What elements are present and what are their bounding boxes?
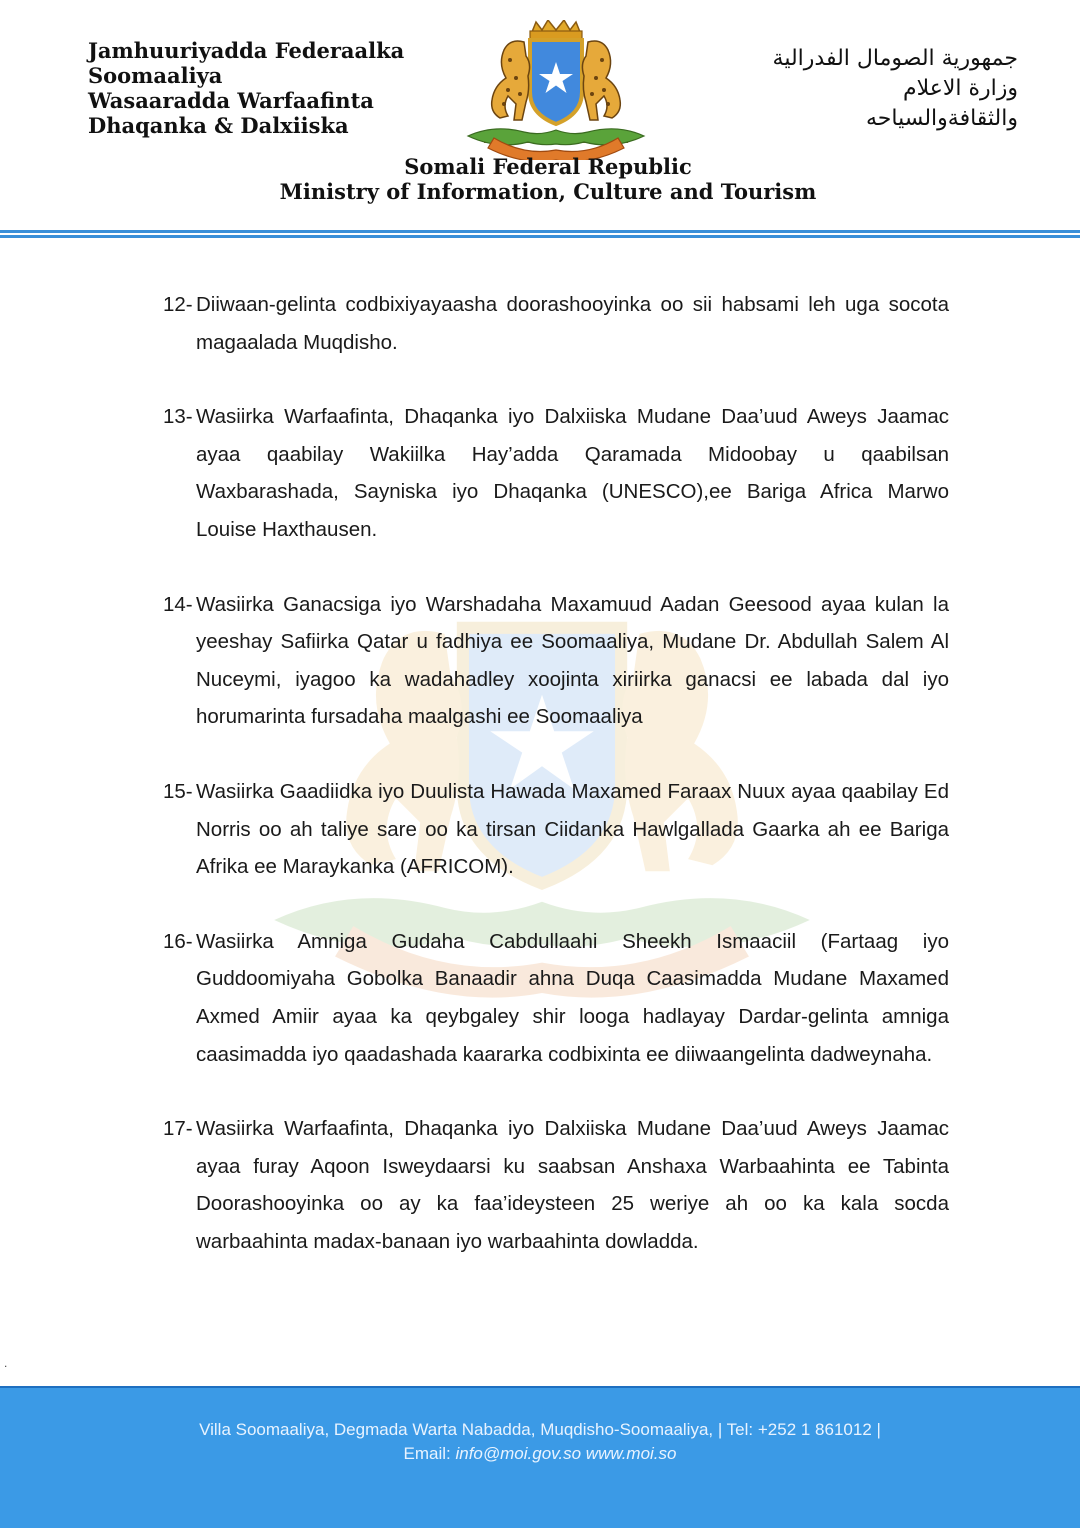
footer-divider bbox=[0, 1386, 1080, 1388]
item-number: 13- bbox=[163, 405, 193, 429]
list-item bbox=[163, 286, 949, 361]
header-divider bbox=[0, 230, 1080, 240]
list-item bbox=[163, 398, 949, 548]
list-item bbox=[163, 586, 949, 736]
footer-email-label: Email: bbox=[403, 1444, 451, 1463]
item-number: 12- bbox=[163, 293, 193, 316]
header-left-line: Wasaaradda Warfaafinta bbox=[88, 88, 374, 113]
footer-address: Villa Soomaaliya, Degmada Warta Nabadda, Muqdisho-Soomaaliya, | Tel: +252 1 861012 | bbox=[199, 1420, 881, 1439]
header-ministry-name: Ministry of Information, Culture and Tourism bbox=[279, 179, 817, 204]
list-item bbox=[163, 1110, 949, 1260]
somalia-coat-of-arms-icon bbox=[464, 20, 648, 160]
footer-email-line bbox=[0, 1442, 1080, 1466]
header-right-line: والثقافةوالسياحه bbox=[865, 106, 1018, 131]
item-number: 15- bbox=[163, 779, 193, 803]
header-arabic-block bbox=[773, 44, 1018, 134]
header-right-line: وزارة الاعلام bbox=[902, 76, 1018, 101]
item-text: Diiwaan-gelinta codbixiyayaasha doorashooyinka oo sii habsami leh uga socota magaalada Muqdisho. bbox=[196, 293, 949, 354]
header-country-name: Somali Federal Republic bbox=[404, 154, 692, 179]
footer-contact bbox=[0, 1418, 1080, 1466]
header-left-line: Dhaqanka & Dalxiiska bbox=[88, 113, 349, 138]
list-item bbox=[163, 773, 949, 886]
item-text: Wasiirka Warfaafinta, Dhaqanka iyo Dalxiiska Mudane Daa’uud Aweys Jaamac ayaa qaabilay Wakiilka Hay’adda Qaramada Midoobay u qaabilsan Waxbarashada, Sayniska iyo Dhaqanka (UNESCO),ee Bariga Africa Marwo Louise Haxthausen. bbox=[196, 405, 949, 541]
header-left-line: Soomaaliya bbox=[88, 63, 223, 88]
header-english-block bbox=[0, 154, 1080, 204]
item-number: 14- bbox=[163, 592, 193, 616]
page-footer bbox=[0, 1386, 1080, 1528]
item-number: 16- bbox=[163, 929, 193, 953]
news-list bbox=[163, 286, 949, 1297]
footer-email-link[interactable]: info@moi.gov.so www.moi.so bbox=[455, 1444, 677, 1463]
item-text: Wasiirka Amniga Gudaha Cabdullaahi Sheekh Ismaaciil (Fartaag iyo Guddoomiyaha Gobolka Banaadir ahna Duqa Caasimadda Mudane Maxamed Axmed Amiir ayaa ka qeybgaley shir looga hadlayay Dardar-gelinta amniga caasimadda iyo qaadashada kaararka codbixinta ee diiwaangelinta dadweynaha. bbox=[196, 929, 949, 1066]
header-somali-block bbox=[88, 38, 404, 138]
header-right-line: جمهورية الصومال الفدرالية bbox=[772, 46, 1018, 71]
list-item bbox=[163, 923, 949, 1073]
item-number: 17- bbox=[163, 1117, 193, 1141]
item-text: Wasiirka Gaadiidka iyo Duulista Hawada Maxamed Faraax Nuux ayaa qaabilay Ed Norris oo ah taliye sare oo ka tirsan Ciidanka Hawlgallada Gaarka ah ee Bariga Afrika ee Maraykanka (AFRICOM). bbox=[196, 779, 949, 879]
item-text: Wasiirka Ganacsiga iyo Warshadaha Maxamuud Aadan Geesood ayaa kulan la yeeshay Safiirka Qatar u fadhiya ee Soomaaliya, Mudane Dr. Abdullah Salem Al Nuceymi, iyagoo ka wadahadley xoojinta xiriirka ganacsi ee labada dal iyo horumarinta fursadaha maalgashi ee Soomaaliya bbox=[196, 592, 949, 729]
header-left-line: Jamhuuriyadda Federaalka bbox=[88, 38, 405, 63]
margin-mark: . bbox=[4, 1356, 8, 1370]
item-text: Wasiirka Warfaafinta, Dhaqanka iyo Dalxiiska Mudane Daa’uud Aweys Jaamac ayaa furay Aqoon Isweydaarsi ku saabsan Anshaxa Warbaahinta ee Tabinta Doorashooyinka oo ay ka faa’ideysteen 25 weriye ah oo ka kala socda warbaahinta madax-banaan iyo warbaahinta dowladda. bbox=[196, 1117, 949, 1253]
